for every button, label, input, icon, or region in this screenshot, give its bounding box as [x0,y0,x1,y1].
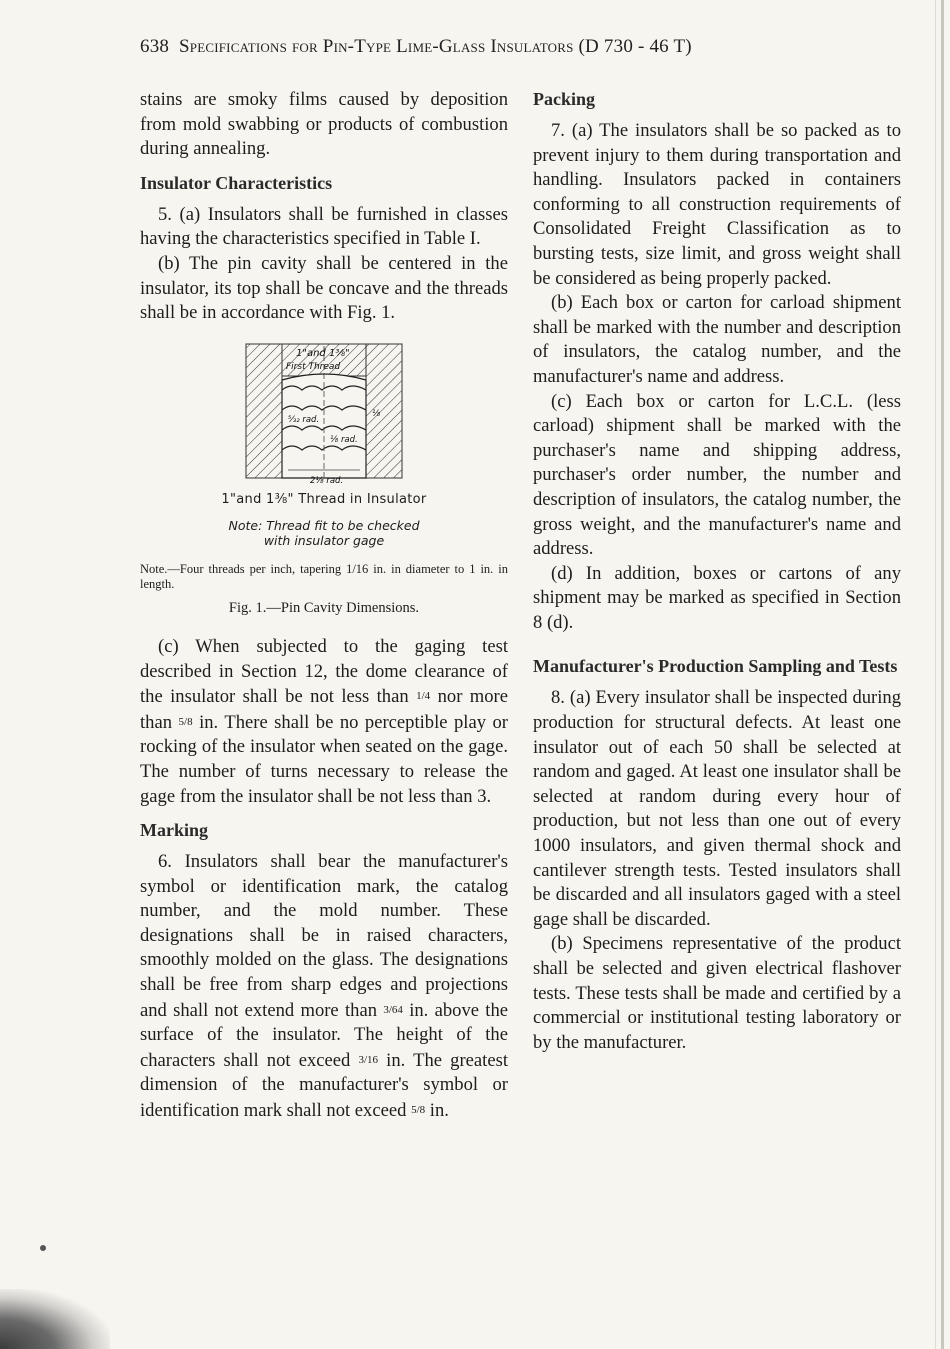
paragraph-6: 6. Insulators shall bear the manufacturer's symbol or identification mark, the catalog number, and the mold number. These designations shall be in raised characters, smoothly molded on the glass. The designations shall be free from sharp edges and projections and shall not extend more than 3/64 in. above the surface of the insulator. The height of the characters shall not exceed 3/16 in. The greatest dimension of the manufacturer's symbol or identification mark shall not exceed 5/8 in. [140,851,509,1122]
label-rad-2: ⅛ rad. [330,434,358,445]
figure-caption: Fig. 1.—Pin Cavity Dimensions. [228,600,420,617]
paragraph-5a: 5. (a) Insulators shall be furnished in classes having the characteristics specified in Table I. [140,203,508,250]
paragraph-7d: (d) In addition, boxes or cartons of any shipment may be marked as specified in Section 8 (d). [533,562,901,633]
hatch-left [246,344,282,478]
heading-packing: Packing [533,89,596,109]
fraction: 5/8 [178,715,193,728]
scan-artifact [0,1289,110,1349]
left-column [140,88,508,1124]
figure-note-line-2: with insulator gage [263,533,385,549]
label-rad-1: ⁵⁄₃₂ rad. [288,414,320,425]
right-column [533,88,901,1055]
paragraph-5b: (b) The pin cavity shall be centered in the insulator, its top shall be concave and the threads shall be in accordance with Fig. 1. [140,252,508,324]
fraction: 3/16 [358,1053,379,1066]
figure-1 [140,340,508,621]
paragraph-8a: 8. (a) Every insulator shall be inspected during production for structural defects. At least one insulator out of each 50 shall be selected at random and gaged. At least one insulator shall be selected at random during every hour of production, but not less than one out of every 1000 insulators, and given thermal shock and cantilever strength tests. Tested insulators shall be discarded and all insulators gaged with a steel gage shall be discarded. [533,687,901,930]
fraction: 5/8 [411,1104,426,1117]
paragraph-7b: (b) Each box or carton for carload shipment shall be marked with the number and description of insulators, the catalog number, and the manufacturer's name and address. [533,292,901,387]
scan-dot [40,1245,46,1251]
page-edge-line [935,0,936,1349]
header-title: Specifications for Pin-Type Lime-Glass Insulators [179,36,574,57]
label-thread-size: 1"and 1⅜" [296,347,350,359]
heading-sampling-tests: Manufacturer's Production Sampling and Tests [533,656,898,677]
page-edge [941,0,944,1349]
page-number: 638 [140,36,170,57]
paragraph-stains: stains are smoky films caused by deposition from mold swabbing or products of combustion during annealing. [140,89,508,160]
paragraph-8b: (b) Specimens representative of the product shall be selected and given electrical flashover tests. These tests shall be made and certified by a commercial or institutional testing laboratory or by the manufacturer. [533,933,901,1053]
paragraph-5c: (c) When subjected to the gaging test described in Section 12, the dome clearance of the insulator shall be not less than 1/4 nor more than 5/8 in. There shall be no perceptible play or rocking of the insulator when seated on the gage. The number of turns necessary to release the gage from the insulator shall be not less than 3. [140,635,509,807]
label-frac-small: ⅛ [372,408,381,419]
heading-marking: Marking [140,820,209,841]
running-header [140,36,840,58]
fraction: 1/4 [416,690,431,703]
figure-inline-note [140,518,508,548]
header-designation: (D 730 - 46 T) [578,36,692,57]
figure-title: 1"and 1⅜" Thread in Insulator [221,491,427,507]
figure-note: Note.—Four threads per inch, tapering 1/16 in. in diameter to 1 in. in length. [140,562,508,592]
paragraph-7a: 7. (a) The insulators shall be so packed as to prevent injury to them during transportation and handling. Insulators packed in containers conforming to all construction requirements of Consolidated Freight Classification as to bursting tests, size limit, and gross weight shall be considered as being properly packed. [533,120,901,289]
figure-note-line-1: Note: Thread fit to be checked [228,518,420,534]
pin-cavity-drawing [244,340,404,486]
label-rad-3: 2⅛ rad. [310,475,344,486]
paragraph-7c: (c) Each box or carton for L.C.L. (less carload) shipment shall be marked with the purchaser's name and shipping address, purchaser's order number, the number and description of insulators, the catalog number, the gross weight, and the manufacturer's name and address. [533,390,901,560]
label-first-thread: First Thread [286,361,341,372]
fraction: 3/64 [383,1003,403,1016]
heading-insulator-characteristics: Insulator Characteristics [140,172,333,193]
